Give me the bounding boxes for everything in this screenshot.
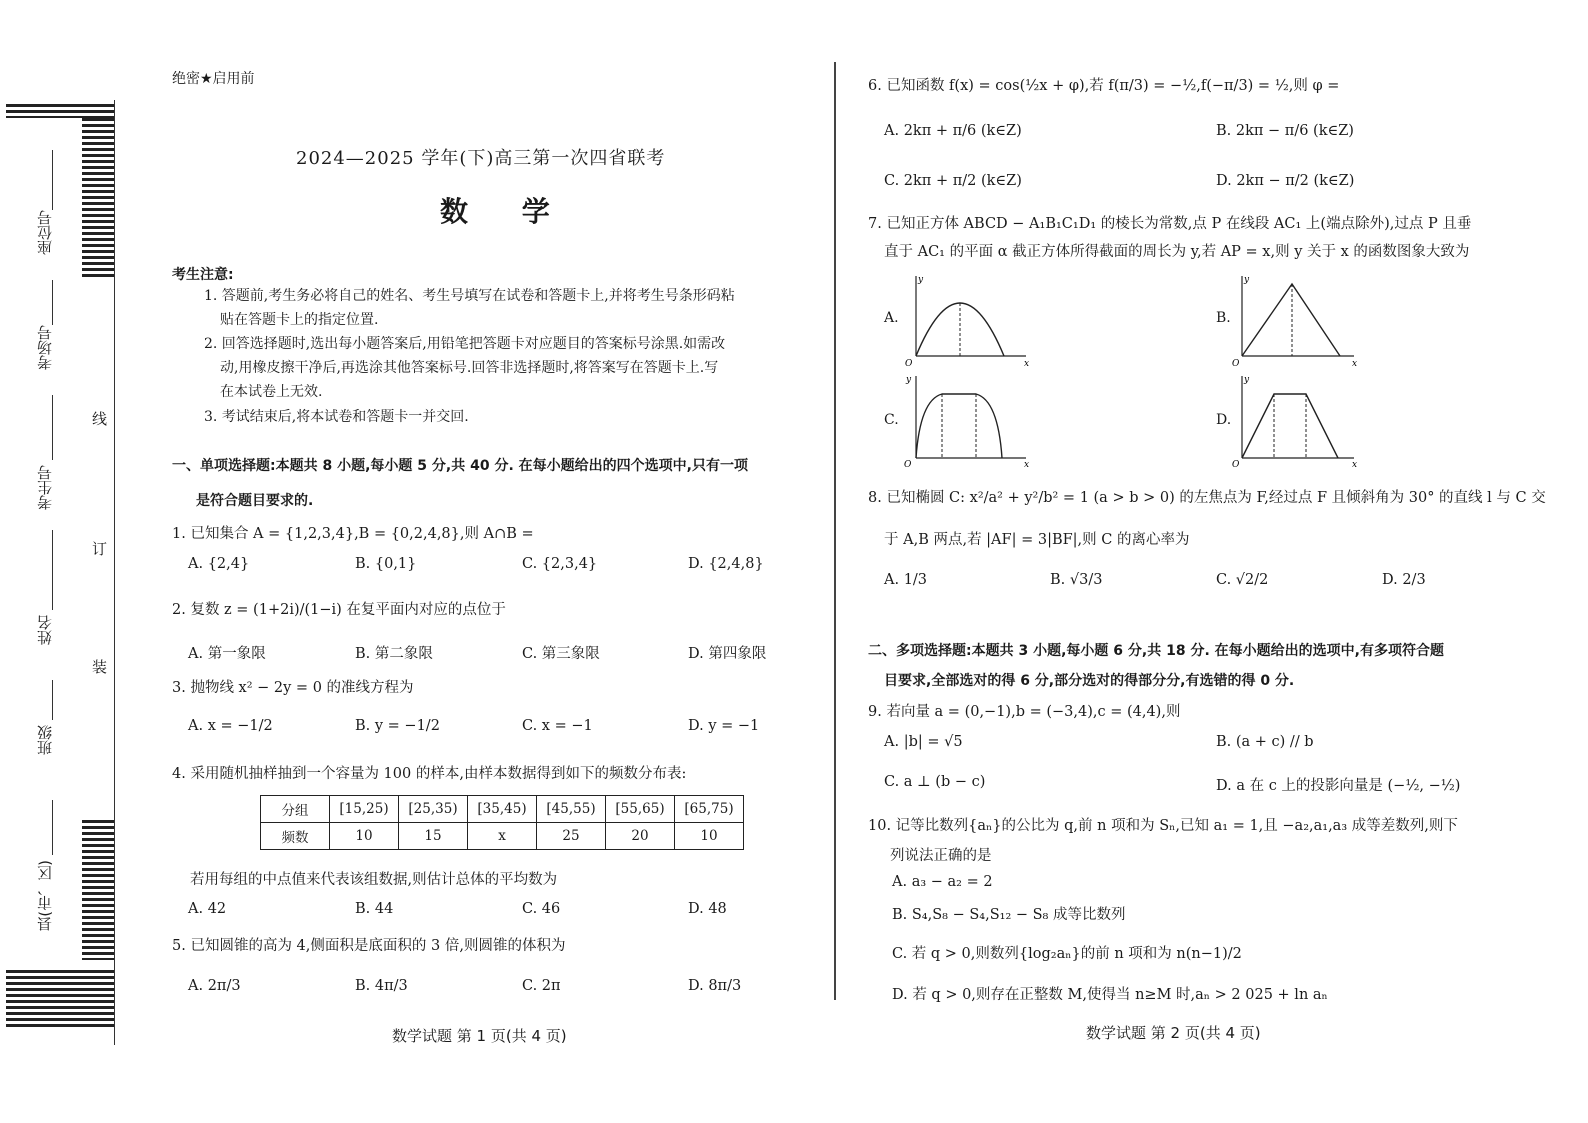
page-divider bbox=[834, 62, 836, 1000]
table-cell: 分组 bbox=[261, 796, 330, 823]
section2-line2: 目要求,全部选对的得 6 分,部分选对的得部分分,有选错的得 0 分. bbox=[884, 673, 1295, 689]
q10-option-d: D. 若 q > 0,则存在正整数 M,使得当 n≥M 时,aₙ > 2 025 + ln aₙ bbox=[892, 987, 1328, 1003]
graph-b-origin: O bbox=[1232, 359, 1240, 369]
q7-graph-b bbox=[1226, 270, 1366, 370]
table-cell: 频数 bbox=[261, 823, 330, 850]
graph-a-y-label: y bbox=[918, 275, 924, 285]
seal-char-staple: 订 bbox=[92, 540, 108, 558]
table-cell: [15,25) bbox=[330, 796, 399, 823]
q9-option-b: B. (a + c) // b bbox=[1216, 734, 1314, 750]
note-line-5: 在本试卷上无效. bbox=[220, 384, 323, 400]
secret-tag: 绝密★启用前 bbox=[172, 71, 255, 87]
graph-c-curve bbox=[916, 394, 1002, 458]
graph-b-y-label: y bbox=[1244, 275, 1250, 285]
q5-stem: 5. 已知圆锥的高为 4,侧面积是底面积的 3 倍,则圆锥的体积为 bbox=[172, 938, 566, 954]
graph-d-x-label: x bbox=[1352, 460, 1358, 470]
table-row-frequency bbox=[261, 823, 744, 850]
subject-title: 数 学 bbox=[440, 195, 572, 228]
hatch-bottom bbox=[6, 970, 114, 1030]
q8-option-c: C. √2/2 bbox=[1216, 572, 1269, 588]
footer-left: 数学试题 第 1 页(共 4 页) bbox=[392, 1027, 567, 1045]
section1-line2: 是符合题目要求的. bbox=[196, 493, 314, 509]
q2-option-c: C. 第三象限 bbox=[522, 646, 600, 662]
q10-line2: 列说法正确的是 bbox=[890, 848, 992, 864]
class-line bbox=[52, 680, 53, 720]
table-cell: [55,65) bbox=[606, 796, 675, 823]
q2-option-d: D. 第四象限 bbox=[688, 646, 767, 662]
q5-option-b: B. 4π/3 bbox=[355, 978, 408, 994]
q1-option-d: D. {2,4,8} bbox=[688, 556, 764, 572]
q8-line2: 于 A,B 两点,若 |AF| = 3|BF|,则 C 的离心率为 bbox=[884, 532, 1190, 548]
q8-line1: 8. 已知椭圆 C: x²/a² + y²/b² = 1 (a > b > 0) 的左焦点为 F,经过点 F 且倾斜角为 30° 的直线 l 与 C 交 bbox=[868, 490, 1546, 506]
section2-line1: 二、多项选择题:本题共 3 小题,每小题 6 分,共 18 分. 在每小题给出的选项中,有多项符合题 bbox=[868, 643, 1444, 659]
graph-d-trapezoid bbox=[1242, 394, 1338, 458]
q4-option-c: C. 46 bbox=[522, 901, 561, 917]
table-cell: 15 bbox=[399, 823, 468, 850]
exam-title: 2024—2025 学年(下)高三第一次四省联考 bbox=[296, 148, 666, 169]
note-line-3: 2. 回答选择题时,选出每小题答案后,用铅笔把答题卡对应题目的答案标号涂黑.如需改 bbox=[204, 336, 726, 352]
q6-stem: 6. 已知函数 f(x) = cos(½x + φ),若 f(π/3) = −½,f(−π/3) = ½,则 φ = bbox=[868, 78, 1340, 94]
q7-label-c: C. bbox=[884, 412, 899, 428]
note-line-1: 1. 答题前,考生务必将自己的姓名、考生号填写在试卷和答题卡上,并将考生号条形码粘 bbox=[204, 288, 735, 304]
q9-option-c: C. a ⊥ (b − c) bbox=[884, 774, 986, 790]
binding-divider-line bbox=[114, 100, 115, 1045]
q4-option-b: B. 44 bbox=[355, 901, 394, 917]
q9-option-d: D. a 在 c 上的投影向量是 (−½, −½) bbox=[1216, 778, 1461, 794]
hatch-top bbox=[6, 104, 114, 118]
seal-char-line: 线 bbox=[92, 410, 108, 428]
q10-line1: 10. 记等比数列{aₙ}的公比为 q,前 n 项和为 Sₙ,已知 a₁ = 1,且 −a₂,a₁,a₃ 成等差数列,则下 bbox=[868, 818, 1458, 834]
name-line bbox=[52, 530, 53, 610]
table-cell: [65,75) bbox=[675, 796, 744, 823]
graph-c-origin: O bbox=[904, 460, 912, 470]
q2-stem: 2. 复数 z = (1+2i)/(1−i) 在复平面内对应的点位于 bbox=[172, 602, 506, 618]
label-room-no: 考场号 bbox=[36, 325, 54, 370]
q2-option-b: B. 第二象限 bbox=[355, 646, 433, 662]
table-cell: x bbox=[468, 823, 537, 850]
table-cell: 20 bbox=[606, 823, 675, 850]
student-no-line bbox=[52, 395, 53, 460]
frequency-table bbox=[260, 795, 744, 850]
q1-stem: 1. 已知集合 A = {1,2,3,4},B = {0,2,4,8},则 A∩B = bbox=[172, 526, 534, 542]
q6-option-c: C. 2kπ + π/2 (k∈Z) bbox=[884, 173, 1022, 189]
q3-option-a: A. x = −1/2 bbox=[188, 718, 273, 734]
q9-option-a: A. |b| = √5 bbox=[884, 734, 963, 750]
hatch-upper-bar bbox=[82, 118, 114, 278]
q4-stem: 4. 采用随机抽样抽到一个容量为 100 的样本,由样本数据得到如下的频数分布表: bbox=[172, 766, 687, 782]
graph-d-y-label: y bbox=[1244, 375, 1250, 385]
q1-option-a: A. {2,4} bbox=[188, 556, 250, 572]
q10-option-a: A. a₃ − a₂ = 2 bbox=[892, 874, 993, 890]
q5-option-a: A. 2π/3 bbox=[188, 978, 241, 994]
q3-stem: 3. 抛物线 x² − 2y = 0 的准线方程为 bbox=[172, 680, 414, 696]
table-cell: [25,35) bbox=[399, 796, 468, 823]
seal-char-bind: 装 bbox=[92, 658, 108, 676]
q4-option-d: D. 48 bbox=[688, 901, 727, 917]
q1-option-b: B. {0,1} bbox=[355, 556, 417, 572]
label-seat-no: 座位号 bbox=[36, 210, 54, 255]
q8-option-d: D. 2/3 bbox=[1382, 572, 1426, 588]
label-name: 姓名 bbox=[36, 615, 54, 645]
label-class: 班级 bbox=[36, 725, 54, 755]
q6-option-a: A. 2kπ + π/6 (k∈Z) bbox=[884, 123, 1022, 139]
table-cell: [35,45) bbox=[468, 796, 537, 823]
q4-follow: 若用每组的中点值来代表该组数据,则估计总体的平均数为 bbox=[190, 872, 558, 888]
table-cell: 25 bbox=[537, 823, 606, 850]
graph-b-triangle bbox=[1242, 284, 1340, 356]
graph-a-x-label: x bbox=[1024, 359, 1030, 369]
q6-option-b: B. 2kπ − π/6 (k∈Z) bbox=[1216, 123, 1354, 139]
graph-b-x-label: x bbox=[1352, 359, 1358, 369]
q8-option-a: A. 1/3 bbox=[884, 572, 928, 588]
notes-title: 考生注意: bbox=[172, 267, 234, 283]
note-line-2: 贴在答题卡上的指定位置. bbox=[220, 312, 379, 328]
graph-c-x-label: x bbox=[1024, 460, 1030, 470]
q2-option-a: A. 第一象限 bbox=[188, 646, 266, 662]
q3-option-c: C. x = −1 bbox=[522, 718, 593, 734]
q7-line2: 直于 AC₁ 的平面 α 截正方体所得截面的周长为 y,若 AP = x,则 y 关于 x 的函数图象大致为 bbox=[884, 244, 1470, 260]
table-cell: 10 bbox=[675, 823, 744, 850]
binding-strip bbox=[0, 100, 118, 1050]
label-student-no: 考生号 bbox=[36, 465, 54, 510]
q3-option-b: B. y = −1/2 bbox=[355, 718, 440, 734]
q5-option-d: D. 8π/3 bbox=[688, 978, 742, 994]
note-line-6: 3. 考试结束后,将本试卷和答题卡一并交回. bbox=[204, 409, 469, 425]
room-no-line bbox=[52, 280, 53, 325]
q9-stem: 9. 若向量 a = (0,−1),b = (−3,4),c = (4,4),则 bbox=[868, 704, 1181, 720]
q5-option-c: C. 2π bbox=[522, 978, 561, 994]
q7-graph-d bbox=[1226, 370, 1366, 470]
q6-option-d: D. 2kπ − π/2 (k∈Z) bbox=[1216, 173, 1355, 189]
q4-option-a: A. 42 bbox=[188, 901, 227, 917]
note-line-4: 动,用橡皮擦干净后,再选涂其他答案标号.回答非选择题时,将答案写在答题卡上.写 bbox=[220, 360, 719, 376]
label-county: 县(市、区) bbox=[36, 860, 54, 932]
seat-no-line bbox=[52, 150, 53, 210]
q7-graph-c bbox=[898, 370, 1038, 470]
q3-option-d: D. y = −1 bbox=[688, 718, 760, 734]
q10-option-c: C. 若 q > 0,则数列{log₂aₙ}的前 n 项和为 n(n−1)/2 bbox=[892, 946, 1242, 962]
q7-label-b: B. bbox=[1216, 310, 1231, 326]
graph-a-origin: O bbox=[905, 359, 913, 369]
section1-line1: 一、单项选择题:本题共 8 小题,每小题 5 分,共 40 分. 在每小题给出的四个选项中,只有一项 bbox=[172, 458, 748, 474]
q1-option-c: C. {2,3,4} bbox=[522, 556, 598, 572]
hatch-lower-bar bbox=[82, 820, 114, 960]
footer-right: 数学试题 第 2 页(共 4 页) bbox=[1086, 1024, 1261, 1042]
q8-option-b: B. √3/3 bbox=[1050, 572, 1103, 588]
q7-graph-a bbox=[898, 270, 1038, 370]
q7-label-a: A. bbox=[884, 310, 899, 326]
q7-label-d: D. bbox=[1216, 412, 1232, 428]
county-line bbox=[52, 800, 53, 855]
table-cell: 10 bbox=[330, 823, 399, 850]
q10-option-b: B. S₄,S₈ − S₄,S₁₂ − S₈ 成等比数列 bbox=[892, 907, 1126, 923]
table-row-groups bbox=[261, 796, 744, 823]
graph-d-origin: O bbox=[1232, 460, 1240, 470]
graph-c-y-label: y bbox=[906, 375, 912, 385]
table-cell: [45,55) bbox=[537, 796, 606, 823]
q7-line1: 7. 已知正方体 ABCD − A₁B₁C₁D₁ 的棱长为常数,点 P 在线段 AC₁ 上(端点除外),过点 P 且垂 bbox=[868, 216, 1472, 232]
